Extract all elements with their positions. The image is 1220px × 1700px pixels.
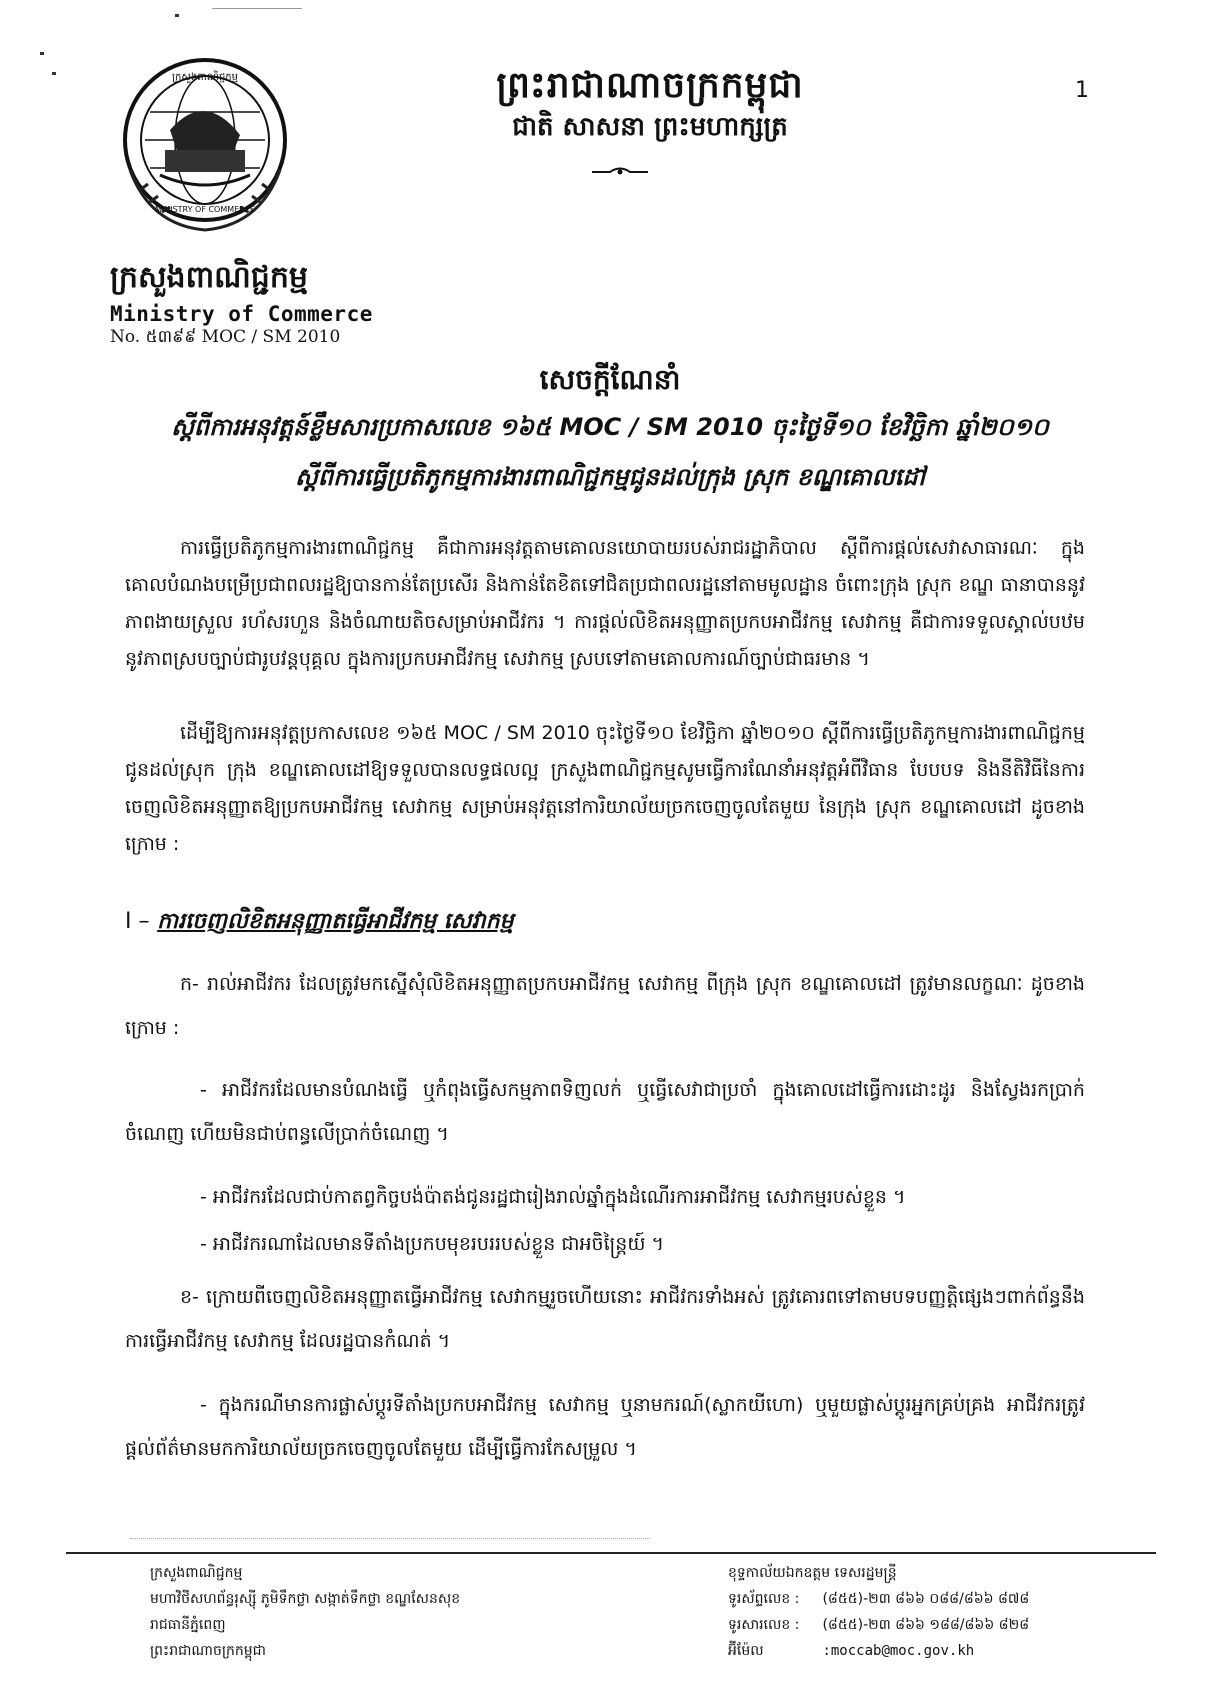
phone-value: (៨៥៥)-២៣ ៨៦៦ ០៨៨/៨៦៦ ៨៧៨ — [822, 1591, 1030, 1607]
fax-label: ទូរសារលេខ : — [728, 1617, 800, 1633]
section-title: ការចេញលិខិតអនុញ្ញាតធ្វើអាជីវកម្ម សេវាកម្ម — [157, 909, 514, 934]
bullet-item-1: - អាជីវករដែលមានបំណងធ្វើ ឬកំពុងធ្វើសកម្មភាពទិញលក់ ឬធ្វើសេវាជាប្រចាំ ក្នុងគោលដៅធ្វើការដោះដូរ និងស្វែងរកប្រាក់ចំណេញ ហើយមិនជាប់ពន្ធលើប្រាក់ចំណេញ ។ — [125, 1079, 1085, 1145]
footer-address-line: ព្រះរាជាណាចក្រកម្ពុជា — [150, 1643, 267, 1659]
footer-address-line: មហាវិថីសហព័ន្ធរុស្ស៊ី ភូមិទឹកថ្លា សង្កាត់ទឹកថ្លា ខណ្ឌសែនសុខ — [150, 1591, 461, 1607]
national-motto: ជាតិ សាសនា ព្រះមហាក្សត្រ — [512, 112, 788, 142]
section-roman-numeral: I – — [125, 909, 150, 934]
scan-speck — [40, 52, 44, 55]
body-paragraph-1: ការធ្វើប្រតិភូកម្មការងារពាណិជ្ជកម្ម គឺជាការអនុវត្តតាមគោលនយោបាយរបស់រាជរដ្ឋាភិបាល ស្តីពីការផ្តល់សេវាសាធារណៈ ក្នុងគោលបំណងបម្រើប្រជាពលរដ្ឋឱ្យបានកាន់តែប្រសើរ និងកាន់តែខិតទៅជិតប្រជាពលរដ្ឋនៅតាមមូលដ្ឋាន ចំពោះក្រុង ស្រុក ខណ្ឌ ធានាបាននូវភាពងាយស្រួល រហ័សរហួន និងចំណាយតិចសម្រាប់អាជីវករ ។ ការផ្តល់លិខិតអនុញ្ញាតប្រកបអាជីវកម្ម សេវាកម្ម គឺជាការទទួលស្គាល់បឋមនូវភាពស្របច្បាប់ជារូបវន្តបុគ្គល ក្នុងការប្រកបអាជីវកម្ម សេវាកម្ម ស្របទៅតាមគោលការណ៍ច្បាប់ជាធរមាន ។ — [125, 537, 1085, 670]
email-link[interactable]: :moccab@moc.gov.kh — [822, 1643, 975, 1659]
page-number: 1 — [1075, 78, 1089, 103]
email-label: អ៊ីម៉ែល — [728, 1643, 764, 1659]
footer-address-line: ក្រសួងពាណិជ្ជកម្ម — [150, 1565, 243, 1581]
document-type-title: សេចក្តីណែនាំ — [539, 363, 681, 396]
bullet-item-4: - ក្នុងករណីមានការផ្លាស់ប្តូរទីតាំងប្រកបអាជីវកម្ម សេវាកម្ម ឬនាមករណ៍(ស្លាកយីហោ) ឬមួយផ្លាស់ប្តូរអ្នកគ្រប់គ្រង អាជីវករត្រូវផ្តល់ព័ត៌មានមកការិយាល័យច្រកចេញចូលតែមួយ ដើម្បីធ្វើការកែសម្រួល ។ — [125, 1394, 1085, 1460]
subject-line-1: ស្តីពីការអនុវត្តន៍ខ្លឹមសារប្រកាសលេខ ១៦៥ MOC / SM 2010 ចុះថ្ងៃទី១០ ខែវិច្ឆិកា ឆ្នាំ២០១០ — [171, 413, 1049, 441]
footer-office-name: ខុទ្ទកាល័យឯកឧត្តម ទេសរដ្ឋមន្ត្រី — [728, 1565, 897, 1581]
scan-noise — [130, 1538, 650, 1545]
footer-contacts — [728, 1560, 1029, 1664]
bullet-item-2: - អាជីវករដែលជាប់កាតព្វកិច្ចបង់ប៉ាតង់ជូនរដ្ឋជារៀងរាល់ឆ្នាំក្នុងដំណើរការអាជីវកម្ម សេវាកម្មរបស់ខ្លួន ។ — [200, 1186, 906, 1208]
ornament-divider — [590, 165, 650, 179]
section-heading-1 — [125, 907, 514, 939]
bullet-item-3: - អាជីវករណាដែលមានទីតាំងប្រកបមុខរបររបស់ខ្លួន ជាអចិន្ត្រៃយ៍ ។ — [200, 1233, 664, 1255]
item-kha: ខ- ក្រោយពីចេញលិខិតអនុញ្ញាតធ្វើអាជីវកម្ម សេវាកម្មរួចហើយនោះ អាជីវករទាំងអស់ ត្រូវគោរពទៅតាមបទបញ្ញត្តិផ្សេងៗពាក់ព័ន្ធនឹងការធ្វើអាជីវកម្ម សេវាកម្ម ដែលរដ្ឋបានកំណត់ ។ — [125, 1286, 1085, 1352]
footer-fax-row — [728, 1612, 1029, 1638]
footer-email-row — [728, 1638, 1029, 1664]
body-paragraph-2: ដើម្បីឱ្យការអនុវត្តប្រកាសលេខ ១៦៥ MOC / SM 2010 ចុះថ្ងៃទី១០ ខែវិច្ឆិកា ឆ្នាំ២០១០ ស្តីពីការធ្វើប្រតិភូកម្មការងារពាណិជ្ជកម្ម ជូនដល់ស្រុក ក្រុង ខណ្ឌគោលដៅឱ្យទទួលបានលទ្ធផលល្អ ក្រសួងពាណិជ្ជកម្មសូមធ្វើការណែនាំអនុវត្តអំពីវិធាន បែបបទ និងនីតិវិធីនៃការចេញលិខិតអនុញ្ញាតឱ្យប្រកបអាជីវកម្ម សេវាកម្ម សម្រាប់អនុវត្តនៅការិយាល័យច្រកចេញចូលតែមួយ នៃក្រុង ស្រុក ខណ្ឌគោលដៅ ដូចខាងក្រោម : — [125, 722, 1085, 855]
ministry-name-kh: ក្រសួងពាណិជ្ជកម្ម — [110, 260, 308, 295]
logo-top-text: ក្រសួងពាណិជ្ជកម្ម — [172, 72, 238, 83]
footer-divider — [66, 1552, 1156, 1554]
footer-address — [150, 1560, 460, 1664]
phone-label: ទូរស័ព្ទលេខ : — [728, 1591, 800, 1607]
reference-number: No. ៥៣៩៩ MOC / SM 2010 — [110, 327, 341, 347]
ministry-name-en: Ministry of Commerce — [110, 302, 373, 326]
scan-speck — [212, 8, 302, 9]
footer-phone-row — [728, 1586, 1029, 1612]
logo-bottom-text: MINISTRY OF COMMERCE — [154, 205, 256, 214]
scan-speck — [52, 72, 56, 75]
fax-value: (៨៥៥)-២៣ ៨៦៦ ១៨៨/៨៦៦ ៨២៨ — [822, 1617, 1030, 1633]
ministry-logo — [110, 50, 300, 240]
item-ka: ក- រាល់អាជីវករ ដែលត្រូវមកស្នើសុំលិខិតអនុញ្ញាតប្រកបអាជីវកម្ម សេវាកម្ម ពីក្រុង ស្រុក ខណ្ឌគោលដៅ ត្រូវមានលក្ខណៈ ដូចខាងក្រោម : — [125, 973, 1085, 1039]
kingdom-heading: ព្រះរាជាណាចក្រកម្ពុជា — [496, 65, 804, 106]
footer-address-line: រាជធានីភ្នំពេញ — [150, 1617, 226, 1633]
scan-speck — [175, 14, 179, 17]
subject-line-2: ស្តីពីការធ្វើប្រតិភូកម្មការងារពាណិជ្ជកម្មជូនដល់ក្រុង ស្រុក ខណ្ឌគោលដៅ — [295, 463, 925, 491]
